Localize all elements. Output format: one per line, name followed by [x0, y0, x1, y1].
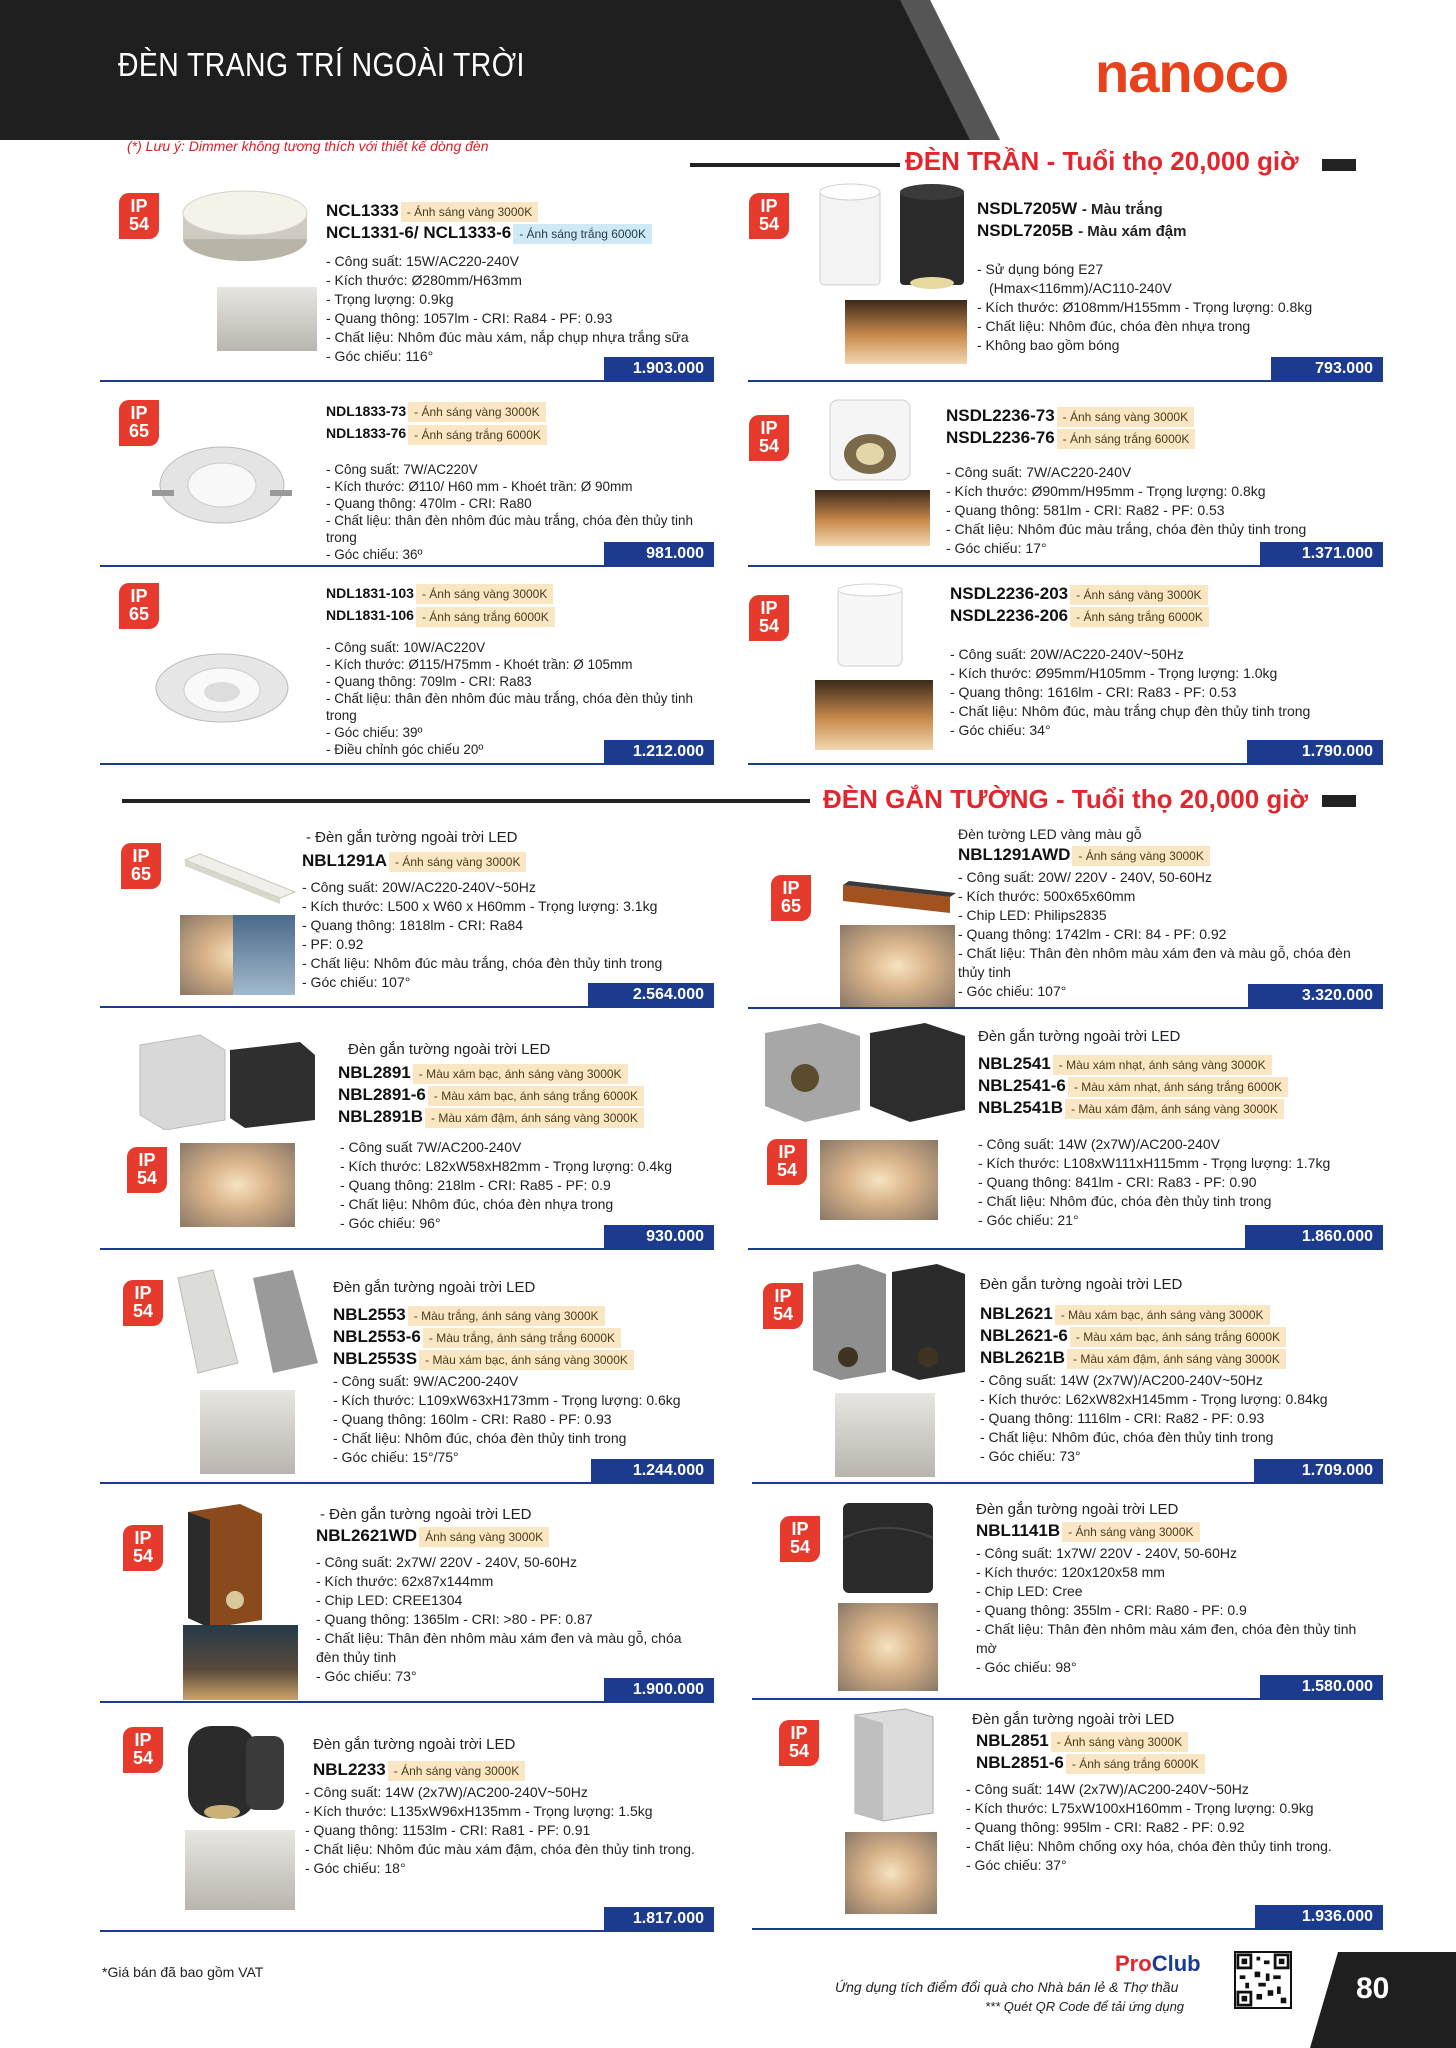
ip-badge: IP 65: [119, 583, 159, 629]
spec-list: - Công suất: 10W/AC220V - Kích thước: Ø115/H75mm - Khoét trần: Ø 105mm - Quang thông: 709lm - CRI: Ra83 - Chất liệu: thân đèn nhôm đúc màu trắng, chóa đèn thủy tinh trong - Góc chiếu: 39º - Điều chỉnh góc chiếu 20º: [326, 639, 693, 757]
product-image-nbl2851: [845, 1705, 940, 1825]
proclub-tagline: Ứng dụng tích điểm đổi quà cho Nhà bán lẻ & Thợ thầu: [835, 1979, 1179, 1995]
model-line: NSDL2236-206 - Ánh sáng trắng 6000K: [950, 605, 1390, 627]
product-image-nsdl7205: [815, 180, 975, 290]
spec-list: - Công suất: 15W/AC220-240V - Kích thước: Ø280mm/H63mm - Trọng lượng: 0.9kg - Quang thông: 1057lm - CRI: Ra84 - PF: 0.93 - Chất liệu: Nhôm đúc màu xám, nắp chụp nhựa trắng sữa - Góc chiếu: 116°: [326, 253, 689, 364]
product-nbl2891: [338, 1040, 748, 1233]
spec-list: - Công suất: 20W/AC220-240V~50Hz - Kích thước: L500 x W60 x H60mm - Trọng lượng: 3.1kg - Quang thông: 1818lm - CRI: Ra84 - PF: 0.92 - Chất liệu: Nhôm đúc màu trắng, chóa đèn thủy tinh trong - Góc chiếu: 107°: [302, 879, 663, 990]
model-line: NBL2621-6 - Màu xám bạc, ánh sáng trắng 6000K: [980, 1325, 1400, 1347]
product-photo: [217, 287, 317, 351]
product-nbl1291awd: [958, 824, 1398, 1001]
ip-badge: IP 65: [121, 843, 161, 889]
product-kind: Đèn tường LED vàng màu gỗ: [958, 826, 1142, 842]
product-kind: Đèn gắn tường ngoài trời LED: [972, 1711, 1175, 1728]
product-nbl1291a: [302, 828, 742, 992]
product-ndl1831: [326, 582, 726, 758]
product-kind: Đèn gắn tường ngoài trời LED: [980, 1276, 1183, 1293]
ip-badge: IP 65: [771, 875, 811, 921]
price-tag: 3.320.000: [1248, 984, 1383, 1008]
product-photo: [835, 1393, 935, 1477]
model-line: NBL2553 - Màu trắng, ánh sáng vàng 3000K: [333, 1304, 753, 1326]
product-nsdl2236: [946, 405, 1386, 558]
page-header: [0, 0, 1456, 140]
spec-list: - Công suất: 14W (2x7W)/AC200-240V - Kích thước: L108xW111xH115mm - Trọng lượng: 1.7kg - Quang thông: 841lm - CRI: Ra83 - PF: 0.90 - Chất liệu: Nhôm đúc, chóa đèn thủy tinh trong - Góc chiếu: 21°: [978, 1136, 1331, 1228]
model-line: NBL2233 - Ánh sáng vàng 3000K: [305, 1759, 745, 1781]
ip-badge: IP 54: [749, 193, 789, 239]
price-tag: 1.860.000: [1245, 1225, 1383, 1249]
qr-code-icon[interactable]: [1234, 1951, 1292, 2009]
model-line: NBL2541 - Màu xám nhạt, ánh sáng vàng 3000K: [978, 1053, 1398, 1075]
product-image-nsdl2236b: [830, 582, 910, 672]
product-nbl2851: [966, 1710, 1386, 1875]
ip-badge: IP 54: [780, 1516, 820, 1562]
model-line: NBL2891B - Màu xám đậm, ánh sáng vàng 3000K: [338, 1106, 748, 1128]
qr-instruction: *** Quét QR Code để tải ứng dụng: [985, 1999, 1185, 2014]
product-photo: [815, 490, 930, 546]
product-nbl2233: [305, 1735, 745, 1878]
product-photo: [185, 1830, 295, 1910]
model-line: NSDL2236-76 - Ánh sáng trắng 6000K: [946, 427, 1386, 449]
product-image-ndl1833: [150, 430, 295, 540]
model-line: NBL2553-6 - Màu trắng, ánh sáng trắng 6000K: [333, 1326, 753, 1348]
product-image-nbl2233: [180, 1716, 290, 1826]
product-kind: - Đèn gắn tường ngoài trời LED: [306, 829, 518, 846]
spec-list: - Công suất: 7W/AC220V - Kích thước: Ø110/ H60 mm - Khoét trần: Ø 90mm - Quang thông: 470lm - CRI: Ra80 - Chất liệu: thân đèn nhôm đúc màu trắng, chóa đèn thủy tinh trong - Góc chiếu: 36º: [326, 461, 693, 562]
price-tag: 1.709.000: [1254, 1459, 1383, 1483]
section-line: [690, 163, 900, 167]
model-line: NBL2621B - Màu xám đậm, ánh sáng vàng 3000K: [980, 1347, 1400, 1369]
model-line: NSDL2236-203 - Ánh sáng vàng 3000K: [950, 583, 1390, 605]
spec-list: - Công suất: 1x7W/ 220V - 240V, 50-60Hz - Kích thước: 120x120x58 mm - Chip LED: Cree - Quang thông: 355lm - CRI: Ra80 - PF: 0.9 - Chất liệu: Thân đèn nhôm màu xám đen, chóa đèn thủy tinh mờ - Góc chiếu: 98°: [976, 1545, 1357, 1675]
product-kind: Đèn gắn tường ngoài trời LED: [978, 1028, 1181, 1045]
section-marker: [1322, 795, 1356, 807]
ip-badge: IP 54: [749, 415, 789, 461]
model-line: NDL1833-76 - Ánh sáng trắng 6000K: [326, 422, 726, 444]
price-tag: 1.580.000: [1260, 1675, 1383, 1699]
model-line: NDL1833-73 - Ánh sáng vàng 3000K: [326, 400, 726, 422]
model-line: NBL2851-6 - Ánh sáng trắng 6000K: [966, 1752, 1386, 1774]
product-nbl2621: [980, 1275, 1400, 1466]
section-marker: [1322, 159, 1356, 171]
section-title-ceiling: [905, 146, 1299, 177]
model-line: NBL2553S - Màu xám bạc, ánh sáng vàng 3000K: [333, 1348, 753, 1370]
model-line: NDL1831-103 - Ánh sáng vàng 3000K: [326, 582, 726, 604]
spec-list: - Sử dụng bóng E27 (Hmax<116mm)/AC110-240V - Kích thước: Ø108mm/H155mm - Trọng lượng: 0.8kg - Chất liệu: Nhôm đúc, chóa đèn nhựa trong - Không bao gồm bóng: [977, 261, 1313, 353]
price-tag: 1.936.000: [1255, 1905, 1383, 1929]
ip-badge: IP 54: [123, 1727, 163, 1773]
section-title-text: ĐÈN GẮN TƯỜNG: [823, 784, 1049, 814]
product-kind: Đèn gắn tường ngoài trời LED: [348, 1041, 551, 1058]
vat-note: *Giá bán đã bao gồm VAT: [102, 1964, 264, 1980]
product-photo: [180, 1143, 295, 1227]
model-line: NBL2891 - Màu xám bạc, ánh sáng vàng 3000K: [338, 1062, 748, 1084]
model-line: NBL2541-6 - Màu xám nhạt, ánh sáng trắng 6000K: [978, 1075, 1398, 1097]
product-photo: [845, 1832, 937, 1914]
product-ncl1333: [326, 200, 726, 366]
model-line: NCL1331-6/ NCL1333-6 - Ánh sáng trắng 6000K: [326, 222, 726, 244]
spec-list: - Công suất: 7W/AC220-240V - Kích thước: Ø90mm/H95mm - Trọng lượng: 0.8kg - Quang thông: 581lm - CRI: Ra82 - PF: 0.53 - Chất liệu: Nhôm đúc màu trắng, chóa đèn thủy tinh trong - Góc chiếu: 17°: [946, 464, 1307, 556]
product-photo: [183, 1625, 298, 1700]
product-photo: [820, 1140, 938, 1220]
product-nbl2553: [333, 1278, 753, 1467]
product-photo: [815, 680, 933, 750]
price-tag: 1.371.000: [1260, 542, 1383, 566]
product-photo: [845, 300, 967, 364]
spec-list: - Công suất: 14W (2x7W)/AC200-240V~50Hz - Kích thước: L135xW96xH135mm - Trọng lượng: 1.5kg - Quang thông: 1153lm - CRI: Ra81 - PF: 0.91 - Chất liệu: Nhôm đúc màu xám đậm, chóa đèn thủy tinh trong. - Góc chiếu: 18°: [305, 1784, 695, 1876]
product-image-nsdl2236: [825, 392, 915, 487]
section-subtitle: - Tuổi thọ 20,000 giờ: [1055, 784, 1309, 814]
product-kind: Đèn gắn tường ngoài trời LED: [333, 1279, 536, 1296]
ip-badge: IP 54: [779, 1720, 819, 1766]
model-line: NBL1291A - Ánh sáng vàng 3000K: [302, 850, 742, 872]
price-tag: 930.000: [604, 1225, 714, 1249]
price-tag: 1.244.000: [591, 1459, 714, 1483]
price-tag: 793.000: [1271, 357, 1383, 381]
price-tag: 1.790.000: [1247, 740, 1383, 764]
model-line: NBL1141B - Ánh sáng vàng 3000K: [976, 1520, 1396, 1542]
product-photo: [838, 1603, 938, 1691]
model-line: NCL1333 - Ánh sáng vàng 3000K: [326, 200, 726, 222]
model-line: NDL1831-106 - Ánh sáng trắng 6000K: [326, 604, 726, 626]
model-line: NSDL7205W - Màu trắng: [977, 199, 1163, 218]
product-kind: Đèn gắn tường ngoài trời LED: [976, 1501, 1179, 1518]
model-line: NBL1291AWD - Ánh sáng vàng 3000K: [958, 844, 1398, 866]
spec-list: - Công suất: 14W (2x7W)/AC200-240V~50Hz - Kích thước: L75xW100xH160mm - Trọng lượng: 0.9kg - Quang thông: 995lm - CRI: Ra82 - PF: 0.92 - Chất liệu: Nhôm chống oxy hóa, chóa đèn thủy tinh trong. - Góc chiếu: 37°: [966, 1781, 1332, 1873]
product-photo: [840, 925, 955, 1007]
price-tag: 1.900.000: [604, 1678, 714, 1702]
proclub-logo: ProClub: [1115, 1951, 1201, 1976]
product-image-ndl1831: [150, 640, 295, 740]
ip-badge: IP 54: [127, 1147, 167, 1193]
product-image-nbl2553: [168, 1268, 328, 1378]
price-tag: 1.817.000: [604, 1907, 714, 1931]
product-image-nbl1291a: [180, 840, 300, 910]
product-image-nbl2891: [135, 1030, 335, 1130]
ip-badge: IP 54: [123, 1525, 163, 1571]
section-subtitle: - Tuổi thọ 20,000 giờ: [1046, 146, 1299, 176]
model-line: NBL2621 - Màu xám bạc, ánh sáng vàng 3000K: [980, 1303, 1400, 1325]
page-title: ĐÈN TRANG TRÍ NGOÀI TRỜI: [118, 46, 525, 83]
ip-badge: IP 54: [123, 1280, 163, 1326]
product-kind: - Đèn gắn tường ngoài trời LED: [320, 1506, 532, 1523]
ip-badge: IP 54: [749, 595, 789, 641]
model-line: NBL2621WD Ánh sáng vàng 3000K: [316, 1525, 736, 1547]
model-line: NSDL2236-73 - Ánh sáng vàng 3000K: [946, 405, 1386, 427]
ip-badge: IP 54: [119, 193, 159, 239]
product-nbl2541: [978, 1027, 1398, 1230]
spec-list: - Công suất: 20W/ 220V - 240V, 50-60Hz - Kích thước: 500x65x60mm - Chip LED: Philips2835 - Quang thông: 1742lm - CRI: 84 - PF: 0.92 - Chất liệu: Thân đèn nhôm màu xám đen và màu gỗ, chóa đèn thủy tinh - Góc chiếu: 107°: [958, 869, 1351, 999]
ip-badge: IP 54: [763, 1283, 803, 1329]
section-title-wall: [823, 784, 1308, 815]
product-image-nbl2541: [760, 1018, 975, 1128]
spec-list: - Công suất: 20W/AC220-240V~50Hz - Kích thước: Ø95mm/H105mm - Trọng lượng: 1.0kg - Quang thông: 1616lm - CRI: Ra83 - PF: 0.53 - Chất liệu: Nhôm đúc, màu trắng chụp đèn thủy tinh trong - Góc chiếu: 34°: [950, 646, 1311, 738]
model-line: NBL2851 - Ánh sáng vàng 3000K: [966, 1730, 1386, 1752]
model-line: NBL2891-6 - Màu xám bạc, ánh sáng trắng 6000K: [338, 1084, 748, 1106]
page-number: 80: [1356, 1972, 1390, 2005]
price-tag: 1.212.000: [604, 740, 714, 764]
model-line: NSDL7205B - Màu xám đậm: [977, 221, 1187, 240]
product-nsdl2236b: [950, 583, 1390, 740]
ip-badge: IP 65: [119, 400, 159, 446]
product-photo: [200, 1390, 295, 1474]
product-kind: Đèn gắn tường ngoài trời LED: [313, 1736, 516, 1753]
spec-list: - Công suất: 9W/AC200-240V - Kích thước: L109xW63xH173mm - Trọng lượng: 0.6kg - Quang thông: 160lm - CRI: Ra80 - PF: 0.93 - Chất liệu: Nhôm đúc, chóa đèn thủy tinh trong - Góc chiếu: 15°/75°: [333, 1373, 681, 1465]
ip-badge: IP 54: [767, 1139, 807, 1185]
section-line: [122, 799, 810, 803]
product-nsdl7205: [977, 198, 1377, 355]
product-image-nbl2621wd: [180, 1500, 270, 1630]
spec-list: - Công suất: 14W (2x7W)/AC200-240V~50Hz - Kích thước: L62xW82xH145mm - Trọng lượng: 0.84kg - Quang thông: 1116lm - CRI: Ra82 - PF: 0.93 - Chất liệu: Nhôm đúc, chóa đèn thủy tinh trong - Góc chiếu: 73°: [980, 1372, 1328, 1464]
product-nbl1141b: [976, 1500, 1396, 1677]
price-tag: 1.903.000: [604, 357, 714, 381]
product-photo-sky: [233, 915, 295, 995]
dimmer-note: (*) Lưu ý: Dimmer không tương thích với thiết kế dòng đèn: [127, 138, 489, 154]
spec-list: - Công suất: 2x7W/ 220V - 240V, 50-60Hz - Kích thước: 62x87x144mm - Chip LED: CREE1304 - Quang thông: 1365lm - CRI: >80 - PF: 0.87 - Chất liệu: Thân đèn nhôm màu xám đen và màu gỗ, chóa đèn thủy tinh - Góc chiếu: 73°: [316, 1554, 682, 1684]
section-title-text: ĐÈN TRẦN: [905, 146, 1040, 176]
product-image-nbl1291awd: [840, 875, 960, 925]
spec-list: - Công suất 7W/AC200-240V - Kích thước: L82xW58xH82mm - Trọng lượng: 0.4kg - Quang thông: 218lm - CRI: Ra85 - PF: 0.9 - Chất liệu: Nhôm đúc, chóa đèn nhựa trong - Góc chiếu: 96°: [340, 1139, 673, 1231]
product-nbl2621wd: [316, 1505, 736, 1686]
product-image-nbl2621: [808, 1262, 968, 1382]
price-tag: 2.564.000: [588, 983, 714, 1007]
model-line: NBL2541B - Màu xám đậm, ánh sáng vàng 3000K: [978, 1097, 1398, 1119]
product-ndl1833: [326, 400, 726, 563]
brand-logo: nanoco: [1095, 41, 1289, 104]
product-image-ncl1333: [180, 183, 310, 265]
product-image-nbl1141b: [838, 1498, 938, 1598]
price-tag: 981.000: [604, 542, 714, 566]
